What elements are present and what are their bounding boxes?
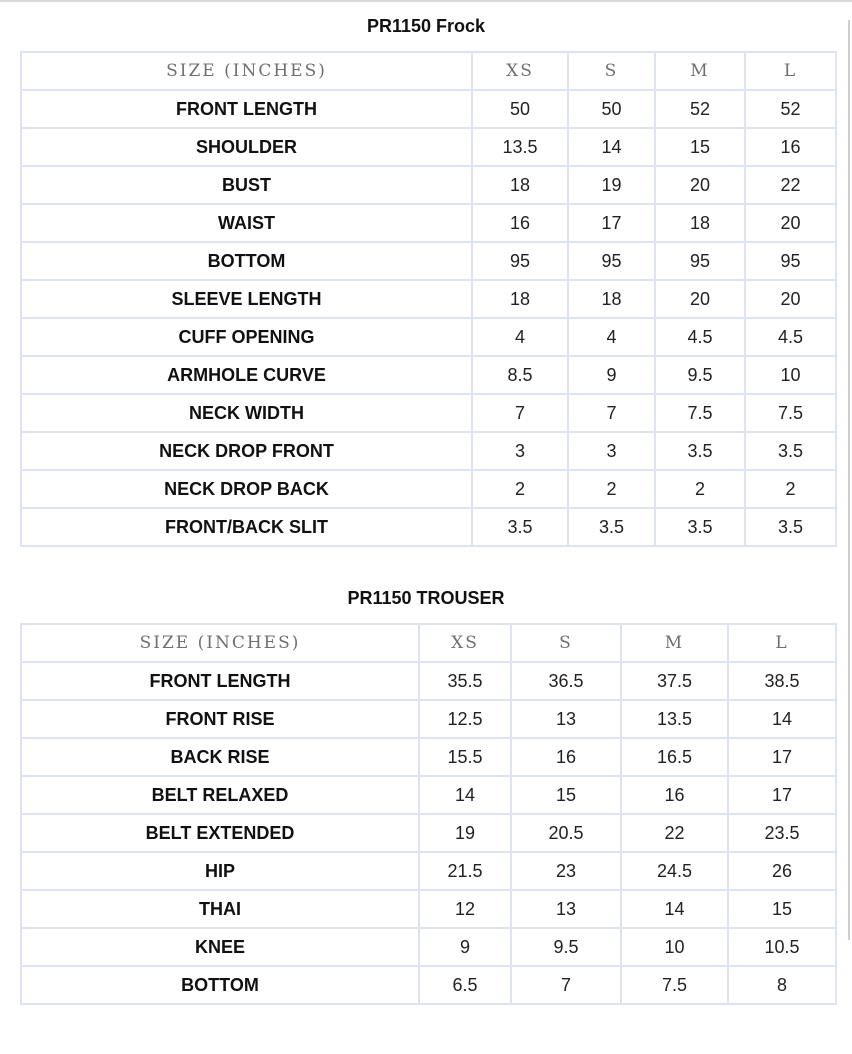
measurement-label: BOTTOM [21, 966, 419, 1004]
size-xs-value: 18 [472, 280, 568, 318]
table-row [21, 966, 836, 1004]
size-xs-value: 21.5 [419, 852, 511, 890]
trouser-table-viewport [0, 620, 852, 1018]
header-xs: XS [472, 52, 568, 90]
trouser-table-body [21, 662, 836, 1004]
size-xs-value: 3.5 [472, 508, 568, 546]
size-l-value: 10.5 [728, 928, 836, 966]
size-m-value: 95 [655, 242, 745, 280]
frock-size-table [20, 51, 837, 547]
size-l-value: 23.5 [728, 814, 836, 852]
size-s-value: 36.5 [511, 662, 621, 700]
size-m-value: 10 [621, 928, 728, 966]
size-l-value: 95 [745, 242, 836, 280]
size-m-value: 4.5 [655, 318, 745, 356]
size-xs-value: 8.5 [472, 356, 568, 394]
header-m: M [655, 52, 745, 90]
size-xs-value: 12.5 [419, 700, 511, 738]
measurement-label: NECK WIDTH [21, 394, 472, 432]
header-s: S [568, 52, 655, 90]
size-xs-value: 7 [472, 394, 568, 432]
size-xs-value: 95 [472, 242, 568, 280]
table-row [21, 738, 836, 776]
measurement-label: BUST [21, 166, 472, 204]
header-xs: XS [419, 624, 511, 662]
size-s-value: 13 [511, 700, 621, 738]
table-header-row [21, 52, 836, 90]
table-row [21, 776, 836, 814]
size-l-value: 20 [745, 280, 836, 318]
header-m: M [621, 624, 728, 662]
table-row [21, 928, 836, 966]
size-m-value: 16.5 [621, 738, 728, 776]
size-m-value: 52 [655, 90, 745, 128]
size-s-value: 7 [511, 966, 621, 1004]
size-xs-value: 12 [419, 890, 511, 928]
size-l-value: 52 [745, 90, 836, 128]
size-m-value: 3.5 [655, 432, 745, 470]
size-xs-value: 6.5 [419, 966, 511, 1004]
size-m-value: 24.5 [621, 852, 728, 890]
size-s-value: 50 [568, 90, 655, 128]
trouser-table-title: PR1150 TROUSER [347, 588, 505, 608]
measurement-label: KNEE [21, 928, 419, 966]
table-row [21, 700, 836, 738]
top-divider [0, 0, 852, 2]
size-xs-value: 4 [472, 318, 568, 356]
measurement-label: BOTTOM [21, 242, 472, 280]
size-l-value: 15 [728, 890, 836, 928]
size-m-value: 7.5 [621, 966, 728, 1004]
table-row [21, 166, 836, 204]
size-m-value: 7.5 [655, 394, 745, 432]
size-l-value: 26 [728, 852, 836, 890]
measurement-label: HIP [21, 852, 419, 890]
size-m-value: 14 [621, 890, 728, 928]
header-l: L [728, 624, 836, 662]
header-l: L [745, 52, 836, 90]
size-s-value: 9 [568, 356, 655, 394]
measurement-label: BELT RELAXED [21, 776, 419, 814]
measurement-label: FRONT LENGTH [21, 90, 472, 128]
measurement-label: SLEEVE LENGTH [21, 280, 472, 318]
measurement-label: CUFF OPENING [21, 318, 472, 356]
size-l-value: 17 [728, 776, 836, 814]
table-row [21, 394, 836, 432]
size-xs-value: 14 [419, 776, 511, 814]
size-xs-value: 13.5 [472, 128, 568, 166]
measurement-label: THAI [21, 890, 419, 928]
size-s-value: 15 [511, 776, 621, 814]
table-row [21, 242, 836, 280]
size-m-value: 15 [655, 128, 745, 166]
size-s-value: 19 [568, 166, 655, 204]
size-xs-value: 15.5 [419, 738, 511, 776]
table-row [21, 318, 836, 356]
table-row [21, 470, 836, 508]
table-row [21, 814, 836, 852]
table-row [21, 508, 836, 546]
size-l-value: 17 [728, 738, 836, 776]
size-s-value: 18 [568, 280, 655, 318]
size-l-value: 4.5 [745, 318, 836, 356]
table-row [21, 356, 836, 394]
size-l-value: 22 [745, 166, 836, 204]
measurement-label: ARMHOLE CURVE [21, 356, 472, 394]
size-s-value: 2 [568, 470, 655, 508]
size-s-value: 3.5 [568, 508, 655, 546]
size-s-value: 95 [568, 242, 655, 280]
size-l-value: 7.5 [745, 394, 836, 432]
size-l-value: 3.5 [745, 508, 836, 546]
size-l-value: 16 [745, 128, 836, 166]
table-row [21, 432, 836, 470]
size-s-value: 20.5 [511, 814, 621, 852]
size-l-value: 14 [728, 700, 836, 738]
table-header-row [21, 624, 836, 662]
size-m-value: 20 [655, 166, 745, 204]
measurement-label: SHOULDER [21, 128, 472, 166]
size-m-value: 3.5 [655, 508, 745, 546]
size-m-value: 13.5 [621, 700, 728, 738]
measurement-label: NECK DROP BACK [21, 470, 472, 508]
size-m-value: 37.5 [621, 662, 728, 700]
table-row [21, 128, 836, 166]
size-s-value: 3 [568, 432, 655, 470]
size-xs-value: 19 [419, 814, 511, 852]
size-s-value: 16 [511, 738, 621, 776]
table-row [21, 662, 836, 700]
size-l-value: 10 [745, 356, 836, 394]
table-row [21, 280, 836, 318]
size-l-value: 3.5 [745, 432, 836, 470]
size-m-value: 9.5 [655, 356, 745, 394]
frock-table-title: PR1150 Frock [366, 16, 486, 36]
table-row [21, 852, 836, 890]
size-xs-value: 35.5 [419, 662, 511, 700]
size-xs-value: 2 [472, 470, 568, 508]
size-s-value: 9.5 [511, 928, 621, 966]
frock-table-body [21, 90, 836, 546]
measurement-label: NECK DROP FRONT [21, 432, 472, 470]
size-s-value: 13 [511, 890, 621, 928]
size-xs-value: 9 [419, 928, 511, 966]
measurement-label: WAIST [21, 204, 472, 242]
size-m-value: 2 [655, 470, 745, 508]
size-m-value: 20 [655, 280, 745, 318]
header-size-inches: SIZE (INCHES) [21, 52, 472, 90]
size-xs-value: 3 [472, 432, 568, 470]
measurement-label: BACK RISE [21, 738, 419, 776]
size-m-value: 22 [621, 814, 728, 852]
measurement-label: FRONT LENGTH [21, 662, 419, 700]
size-l-value: 8 [728, 966, 836, 1004]
size-s-value: 17 [568, 204, 655, 242]
size-s-value: 23 [511, 852, 621, 890]
size-m-value: 18 [655, 204, 745, 242]
trouser-size-table [20, 623, 837, 1005]
table-row [21, 90, 836, 128]
measurement-label: FRONT RISE [21, 700, 419, 738]
size-xs-value: 50 [472, 90, 568, 128]
table-row [21, 204, 836, 242]
header-size-inches: SIZE (INCHES) [21, 624, 419, 662]
header-s: S [511, 624, 621, 662]
size-s-value: 7 [568, 394, 655, 432]
measurement-label: FRONT/BACK SLIT [21, 508, 472, 546]
size-l-value: 2 [745, 470, 836, 508]
measurement-label: BELT EXTENDED [21, 814, 419, 852]
size-xs-value: 16 [472, 204, 568, 242]
size-s-value: 14 [568, 128, 655, 166]
size-m-value: 16 [621, 776, 728, 814]
size-s-value: 4 [568, 318, 655, 356]
size-xs-value: 18 [472, 166, 568, 204]
size-l-value: 38.5 [728, 662, 836, 700]
table-row [21, 890, 836, 928]
size-l-value: 20 [745, 204, 836, 242]
